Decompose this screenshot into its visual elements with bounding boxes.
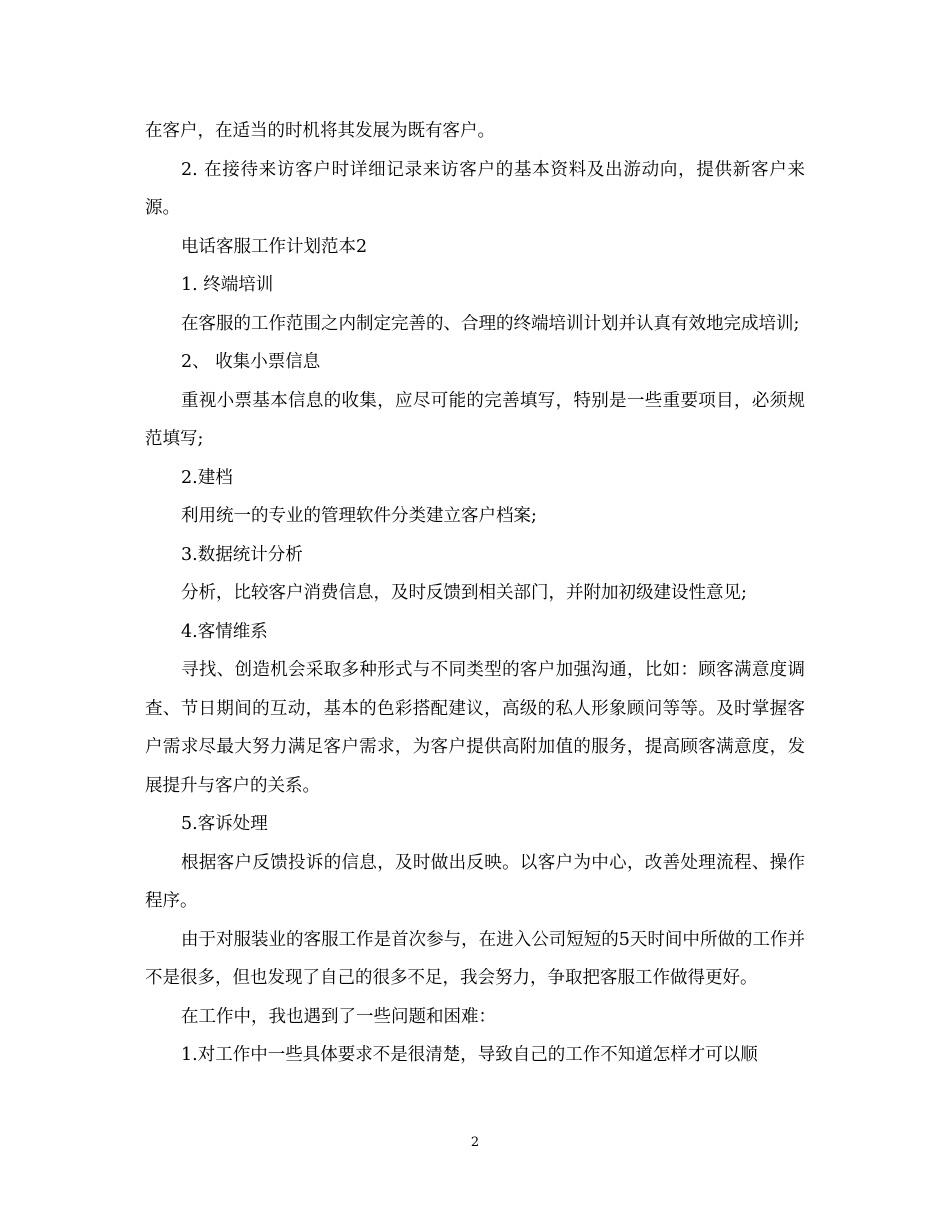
paragraph: 根据客户反馈投诉的信息，及时做出反映。以客户为中心，改善处理流程、操作程序。 [145, 852, 805, 911]
item-heading: 2.建档 [181, 467, 233, 488]
paragraph: 在客户，在适当的时机将其发展为既有客户。 [145, 121, 495, 141]
paragraph: 在工作中，我也遇到了一些问题和困难： [181, 1006, 496, 1027]
section-heading: 电话客服工作计划范本2 [181, 236, 368, 257]
item-heading: 2、 收集小票信息 [181, 352, 321, 372]
item-heading: 4.客情维系 [181, 621, 268, 642]
paragraph: 利用统一的专业的管理软件分类建立客户档案; [181, 506, 537, 526]
item-heading: 1. 终端培训 [181, 275, 274, 295]
item-heading: 5.客诉处理 [181, 814, 268, 834]
paragraph: 由于对服装业的客服工作是首次参与，在进入公司短短的5天时间中所做的工作并不是很多，但也发现了自己的很多不足，我会努力，争取把客服工作做得更好。 [145, 929, 805, 988]
page-number: 2 [470, 1135, 480, 1150]
document-body [145, 112, 805, 1075]
paragraph: 重视小票基本信息的收集，应尽可能的完善填写，特别是一些重要项目，必须规范填写; [145, 390, 805, 449]
paragraph: 寻找、创造机会采取多种形式与不同类型的客户加强沟通，比如：顾客满意度调查、节日期间的互动，基本的色彩搭配建议，高级的私人形象顾问等等。及时掌握客户需求尽最大努力满足客户需求，为客户提供高附加值的服务，提高顾客满意度，发展提升与客户的关系。 [145, 660, 805, 796]
paragraph: 分析，比较客户消费信息，及时反馈到相关部门，并附加初级建设性意见; [181, 583, 747, 603]
paragraph: 1.对工作中一些具体要求不是很清楚，导致自己的工作不知道怎样才可以顺 [181, 1045, 758, 1065]
item-heading: 3.数据统计分析 [181, 544, 303, 565]
paragraph: 在客服的工作范围之内制定完善的、合理的终端培训计划并认真有效地完成培训; [181, 313, 800, 334]
paragraph: 2. 在接待来访客户时详细记录来访客户的基本资料及出游动向，提供新客户来源。 [145, 159, 805, 218]
